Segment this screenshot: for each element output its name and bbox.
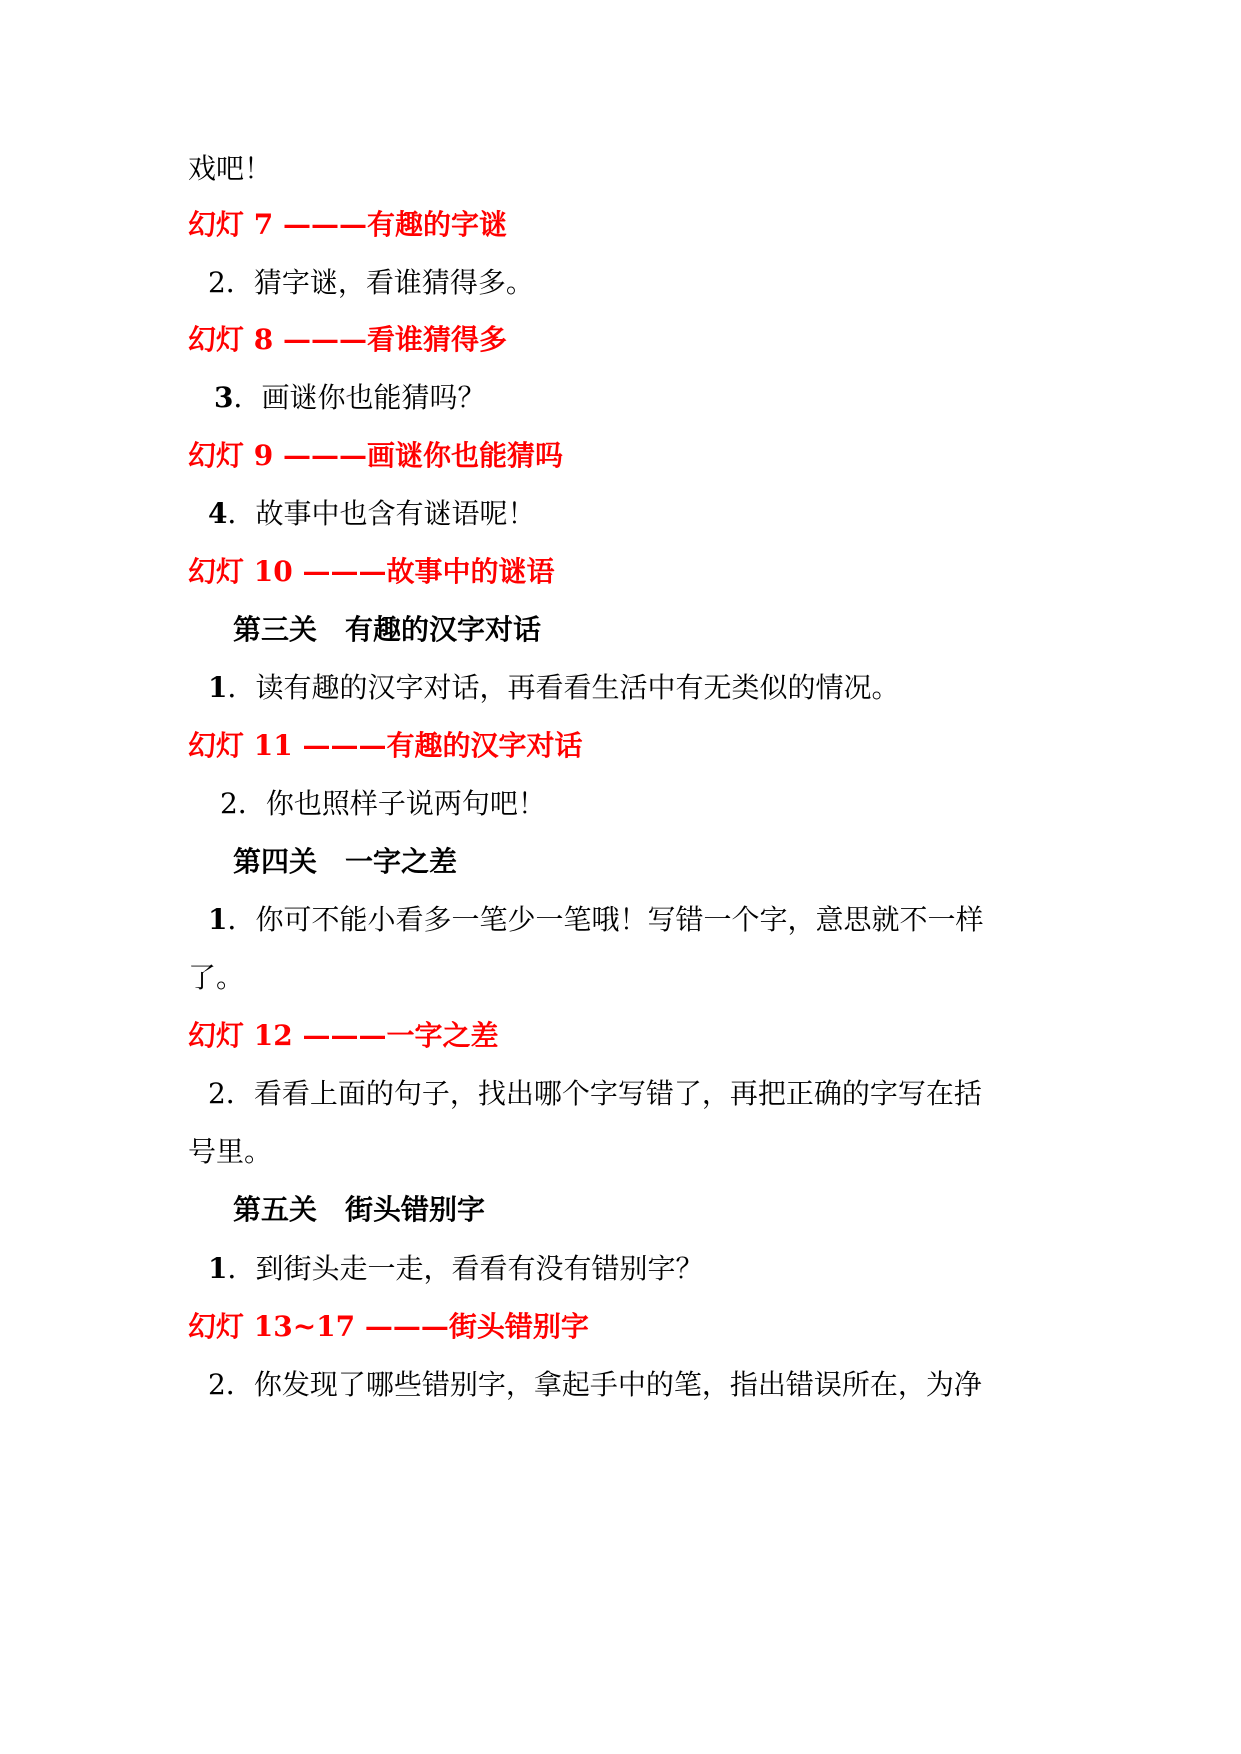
item-number: 4 <box>208 497 228 530</box>
slide-label-11 <box>188 729 1061 763</box>
item-number: 2 <box>220 787 238 820</box>
text: 第三关 有趣的汉字对话 <box>233 613 542 646</box>
text: 幻灯 8 ———看谁猜得多 <box>188 323 507 356</box>
item-number: 1 <box>208 671 228 704</box>
slide-label-9 <box>188 439 1061 473</box>
text: 幻灯 7 ———有趣的字谜 <box>188 208 507 241</box>
item-text: ．到街头走一走，看看有没有错别字？ <box>227 1252 704 1285</box>
item-number: 3 <box>214 381 234 414</box>
numbered-item <box>214 381 1061 415</box>
item-number: 2 <box>208 1077 226 1110</box>
item-number: 1 <box>208 1252 228 1285</box>
item-text: ．你可不能小看多一笔少一笔哦！写错一个字，意思就不一样 <box>227 903 984 936</box>
numbered-item <box>220 787 1061 821</box>
numbered-item <box>208 903 1061 937</box>
item-text: ．看看上面的句子，找出哪个字写错了，再把正确的字写在括 <box>225 1077 982 1110</box>
item-number: 2 <box>208 266 226 299</box>
text: 幻灯 9 ———画谜你也能猜吗 <box>188 439 563 472</box>
section-heading <box>233 613 1061 647</box>
paragraph-continuation <box>188 152 1061 186</box>
numbered-item <box>208 1252 1061 1286</box>
numbered-item <box>208 497 1061 531</box>
slide-label-10 <box>188 555 1061 589</box>
paragraph-continuation <box>188 1135 1061 1169</box>
item-text: ．猜字谜，看谁猜得多。 <box>225 266 534 299</box>
item-text: ．画谜你也能猜吗？ <box>233 381 486 414</box>
slide-label-7 <box>188 208 1061 242</box>
numbered-item <box>208 1368 1061 1402</box>
item-number: 2 <box>208 1368 226 1401</box>
numbered-item <box>208 266 1061 300</box>
numbered-item <box>208 671 1061 705</box>
item-text: ．读有趣的汉字对话，再看看生活中有无类似的情况。 <box>227 671 900 704</box>
text: 戏吧！ <box>188 152 273 185</box>
item-number: 1 <box>208 903 228 936</box>
paragraph-continuation <box>188 961 1061 995</box>
section-heading <box>233 845 1061 879</box>
text: 号里。 <box>188 1135 273 1168</box>
text: 第四关 一字之差 <box>233 845 458 878</box>
section-heading <box>233 1193 1061 1227</box>
item-text: ．你发现了哪些错别字，拿起手中的笔，指出错误所在，为净 <box>225 1368 982 1401</box>
slide-label-8 <box>188 323 1061 357</box>
text: 幻灯 13~17 ———街头错别字 <box>188 1310 589 1343</box>
slide-label-12 <box>188 1019 1061 1053</box>
text: 幻灯 12 ———一字之差 <box>188 1019 499 1052</box>
text: 第五关 街头错别字 <box>233 1193 486 1226</box>
numbered-item <box>208 1077 1061 1111</box>
slide-label-13-17 <box>188 1310 1061 1344</box>
text: 了。 <box>188 961 245 994</box>
text: 幻灯 11 ———有趣的汉字对话 <box>188 729 583 762</box>
text: 幻灯 10 ———故事中的谜语 <box>188 555 555 588</box>
item-text: ．故事中也含有谜语呢！ <box>227 497 536 530</box>
item-text: ．你也照样子说两句吧！ <box>237 787 546 820</box>
